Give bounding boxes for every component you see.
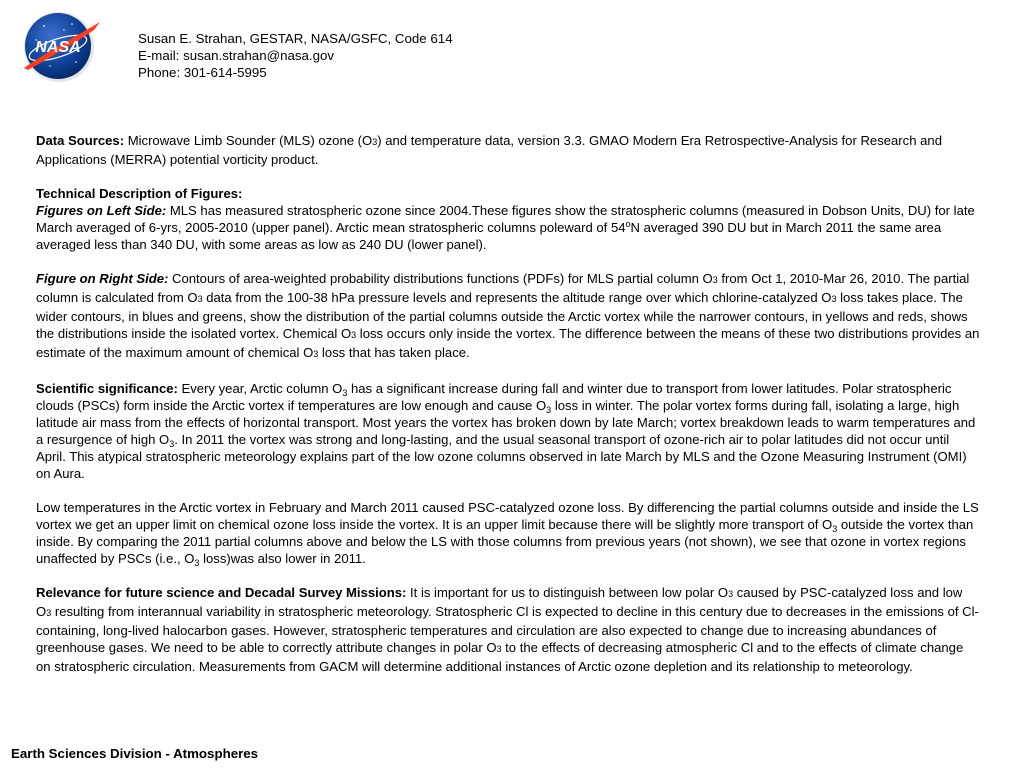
data-sources-text-1: Microwave Limb Sounder (MLS) ozone (O — [124, 133, 373, 148]
tech-heading-text: Technical Description of Figures: — [36, 186, 243, 201]
low-temp-sub-2: 3 — [194, 558, 200, 568]
main-content — [36, 132, 981, 675]
scientific-text-4: . In 2011 the vortex was strong and long-lasting, and the usual seasonal transport of ozone-rich air to polar latitudes did not occur until April. This atypical stratospheric meteorology explains part of the low ozone columns observed in late March by MLS and the Ozone Measuring Instrument (OMI) on Aura. — [36, 432, 967, 481]
right-side-text-1: Contours of area-weighted probability distributions functions (PDFs) for MLS partial column O — [168, 271, 713, 286]
right-side-sub-2: 3 — [197, 294, 203, 304]
scientific-label: Scientific significance: — [36, 381, 178, 396]
left-side-text-1: MLS has measured stratospheric ozone since 2004.These figures show the stratospheric columns (measured in Dobson Units, DU) for late March averaged of 6-yrs, 2005-2010 (upper panel). Arctic mean stratospheric columns poleward of 54 — [36, 203, 975, 235]
right-side-text-6: loss that has taken place. — [318, 345, 470, 360]
right-side-text-2: from Oct 1, 2010-Mar 26, 2010. The partial column is calculated from O — [36, 271, 970, 305]
right-side-text-3: data from the 100-38 hPa pressure levels and represents the altitude range over which chlorine-catalyzed O — [202, 290, 832, 305]
data-sources-text-2: ) and temperature data, version 3.3. GMAO Modern Era Retrospective-Analysis for Research and Applications (MERRA) potential vorticity product. — [36, 133, 942, 167]
left-side-label: Figures on Left Side: — [36, 203, 167, 218]
left-side-degree: o — [625, 219, 631, 229]
right-side-sub-1: 3 — [712, 275, 718, 285]
contact-block — [138, 30, 453, 81]
scientific-sub-1: 3 — [342, 388, 348, 398]
low-temp-paragraph — [36, 499, 981, 567]
right-side-sub-3: 3 — [831, 294, 837, 304]
relevance-text-2: caused by PSC-catalyzed loss and low O — [36, 585, 963, 619]
right-side-paragraph — [36, 270, 981, 363]
relevance-sub-1: 3 — [728, 589, 734, 599]
left-side-text-2: N averaged 390 DU but in March 2011 the same area averaged less than 340 DU, with some areas as low as 240 DU (lower panel). — [36, 220, 942, 252]
low-temp-sub-1: 3 — [832, 524, 838, 534]
footer-division-label: Earth Sciences Division - Atmospheres — [11, 746, 259, 761]
nasa-logo-text: NASA — [35, 39, 81, 56]
left-side-paragraph — [36, 202, 981, 253]
tech-heading — [36, 185, 981, 202]
low-temp-text-1: Low temperatures in the Arctic vortex in February and March 2011 caused PSC-catalyzed ozone loss. By differencing the partial columns outside and inside the LS vortex we get an upper limit on chemical ozone loss inside the vortex. It is an upper limit because there will be slightly more transport of O — [36, 500, 979, 532]
relevance-sub-3: 3 — [496, 644, 502, 654]
relevance-text-3: resulting from interannual variability in stratospheric meteorology. Stratospheric Cl is expected to decline in this century due to decreases in the emissions of Cl-containing, long-lived halocarbon gases. However, stratospheric temperatures and circulation are also expected to change due to increasing abundances of greenhouse gases. We need to be able to correctly attribute changes in polar O — [36, 604, 979, 655]
relevance-label: Relevance for future science and Decadal Survey Missions: — [36, 585, 407, 600]
relevance-sub-2: 3 — [46, 608, 52, 618]
scientific-sub-3: 3 — [169, 439, 175, 449]
right-side-label: Figure on Right Side: — [36, 271, 169, 286]
scientific-paragraph — [36, 380, 981, 482]
relevance-paragraph — [36, 584, 981, 675]
contact-name: Susan E. Strahan, GESTAR, NASA/GSFC, Code 614 — [138, 31, 453, 46]
scientific-text-3: loss in winter. The polar vortex forms during fall, isolating a large, high latitude air mass from the effects of horizontal transport. Most years the vortex has broken down by late March; vortex breakdown leads to warm temperatures and a resurgence of high O — [36, 398, 976, 447]
contact-email: E-mail: susan.strahan@nasa.gov — [138, 48, 335, 63]
scientific-sub-2: 3 — [546, 405, 552, 415]
data-sources-paragraph — [36, 132, 981, 168]
relevance-text-4: to the effects of decreasing atmospheric Cl and to the effects of climate change on stratospheric circulation. Measurements from GACM will determine additional instances of Arctic ozone depletion and its relationship to meteorology. — [36, 640, 964, 674]
right-side-sub-5: 3 — [313, 349, 319, 359]
right-side-text-5: loss occurs only inside the vortex. The difference between the means of these two distributions provides an estimate of the maximum amount of chemical O — [36, 326, 980, 360]
nasa-logo — [14, 10, 104, 85]
data-sources-sub-1: 3 — [372, 137, 378, 147]
low-temp-text-2: outside the vortex than inside. By comparing the 2011 partial columns above and below the LS with those columns from previous years (not shown), we see that ozone in vortex regions unaffected by PSCs (i.e., O — [36, 517, 974, 566]
relevance-text-1: It is important for us to distinguish between low polar O — [406, 585, 729, 600]
right-side-text-4: loss takes place. The wider contours, in blues and greens, show the distribution of the partial columns outside the Arctic vortex while the narrower contours, in yellows and reds, shows the distributions inside the isolated vortex. Chemical O — [36, 290, 968, 341]
scientific-text-1: Every year, Arctic column O — [177, 381, 343, 396]
contact-phone: Phone: 301-614-5995 — [138, 65, 267, 80]
right-side-sub-4: 3 — [351, 330, 357, 340]
data-sources-label: Data Sources: — [36, 133, 125, 148]
scientific-text-2: has a significant increase during fall and winter due to transport from lower latitudes. Polar stratospheric clouds (PSCs) form inside the Arctic vortex if temperatures are low enough and cause O — [36, 381, 952, 413]
low-temp-text-3: loss)was also lower in 2011. — [199, 551, 366, 566]
